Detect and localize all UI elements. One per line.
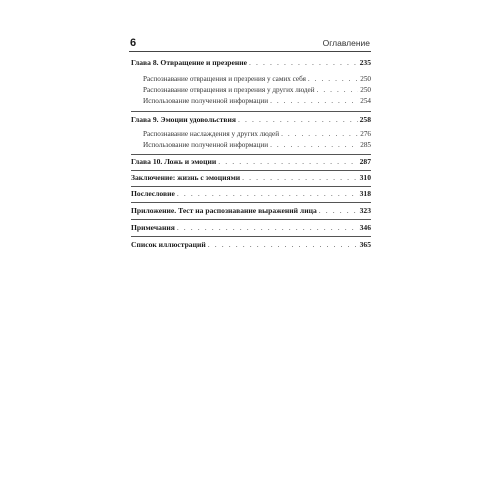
toc-subentry-page: 254 [360,97,371,105]
dot-leader [317,85,359,96]
toc-entry-page: 318 [359,189,371,198]
section-divider [131,236,371,237]
toc-entry-title: Список иллюстраций [131,240,206,249]
toc-subentry [143,140,371,151]
dot-leader [208,239,358,250]
toc-subentry [143,129,371,140]
toc-entry-title: Глава 9. Эмоции удовольствия [131,115,236,124]
toc-subentry-page: 250 [360,75,371,83]
toc-subentry-title: Использование полученной информации [143,97,269,105]
toc-subentry [143,74,371,85]
toc-entry-chapter-9 [131,114,371,125]
page-number: 6 [130,37,137,49]
toc-entry-title: Приложение. Тест на распознавание выражений лица [131,206,317,215]
toc-subentry-page: 250 [360,86,371,94]
toc-entry-notes [131,222,371,233]
dot-leader [270,140,358,151]
toc-entry-page: 323 [359,206,371,215]
running-title: Оглавление [322,38,370,48]
toc-entry-chapter-8 [131,57,371,68]
toc-subentry [143,96,371,107]
dot-leader [238,114,358,125]
toc-subentry-title: Распознавание отвращения и презрения у самих себя [143,75,306,83]
toc-entry-chapter-10 [131,156,371,167]
dot-leader [308,74,358,85]
section-divider [131,202,371,203]
dot-leader [177,188,358,199]
toc-subentry [143,85,371,96]
toc-entry-title: Заключение: жизнь с эмоциями [131,173,241,182]
toc-subentry-title: Распознавание отвращения и презрения у других людей [143,86,315,94]
toc-entry-title: Глава 10. Ложь и эмоции [131,157,217,166]
dot-leader [249,57,358,68]
toc-entry-page: 258 [359,115,371,124]
dot-leader [177,222,358,233]
toc-entry-page: 365 [359,240,371,249]
toc-entry-page: 346 [359,223,371,232]
section-divider [131,170,371,171]
dot-leader [218,156,357,167]
header-rule [129,51,371,52]
toc-entry-title: Глава 8. Отвращение и презрение [131,58,247,67]
toc-entry-afterword [131,188,371,199]
toc-subentry-page: 285 [360,141,371,149]
toc-entry-page: 287 [359,157,371,166]
toc-subentry-title: Использование полученной информации [143,141,269,149]
dot-leader [270,96,358,107]
section-divider [131,186,371,187]
toc-entry-page: 310 [359,173,371,182]
section-divider [131,111,371,112]
toc-entry-title: Примечания [131,223,175,232]
toc-entry-illustrations [131,239,371,250]
toc-subentry-title: Распознавание наслаждения у других людей [143,130,280,138]
toc-entry-title: Послесловие [131,189,175,198]
section-divider [131,219,371,220]
dot-leader [242,172,357,183]
dot-leader [319,205,358,216]
toc-entry-page: 235 [359,58,371,67]
toc-entry-conclusion [131,172,371,183]
toc-entry-appendix [131,205,371,216]
dot-leader [281,129,358,140]
toc-subentry-page: 276 [360,130,371,138]
section-divider [131,154,371,155]
